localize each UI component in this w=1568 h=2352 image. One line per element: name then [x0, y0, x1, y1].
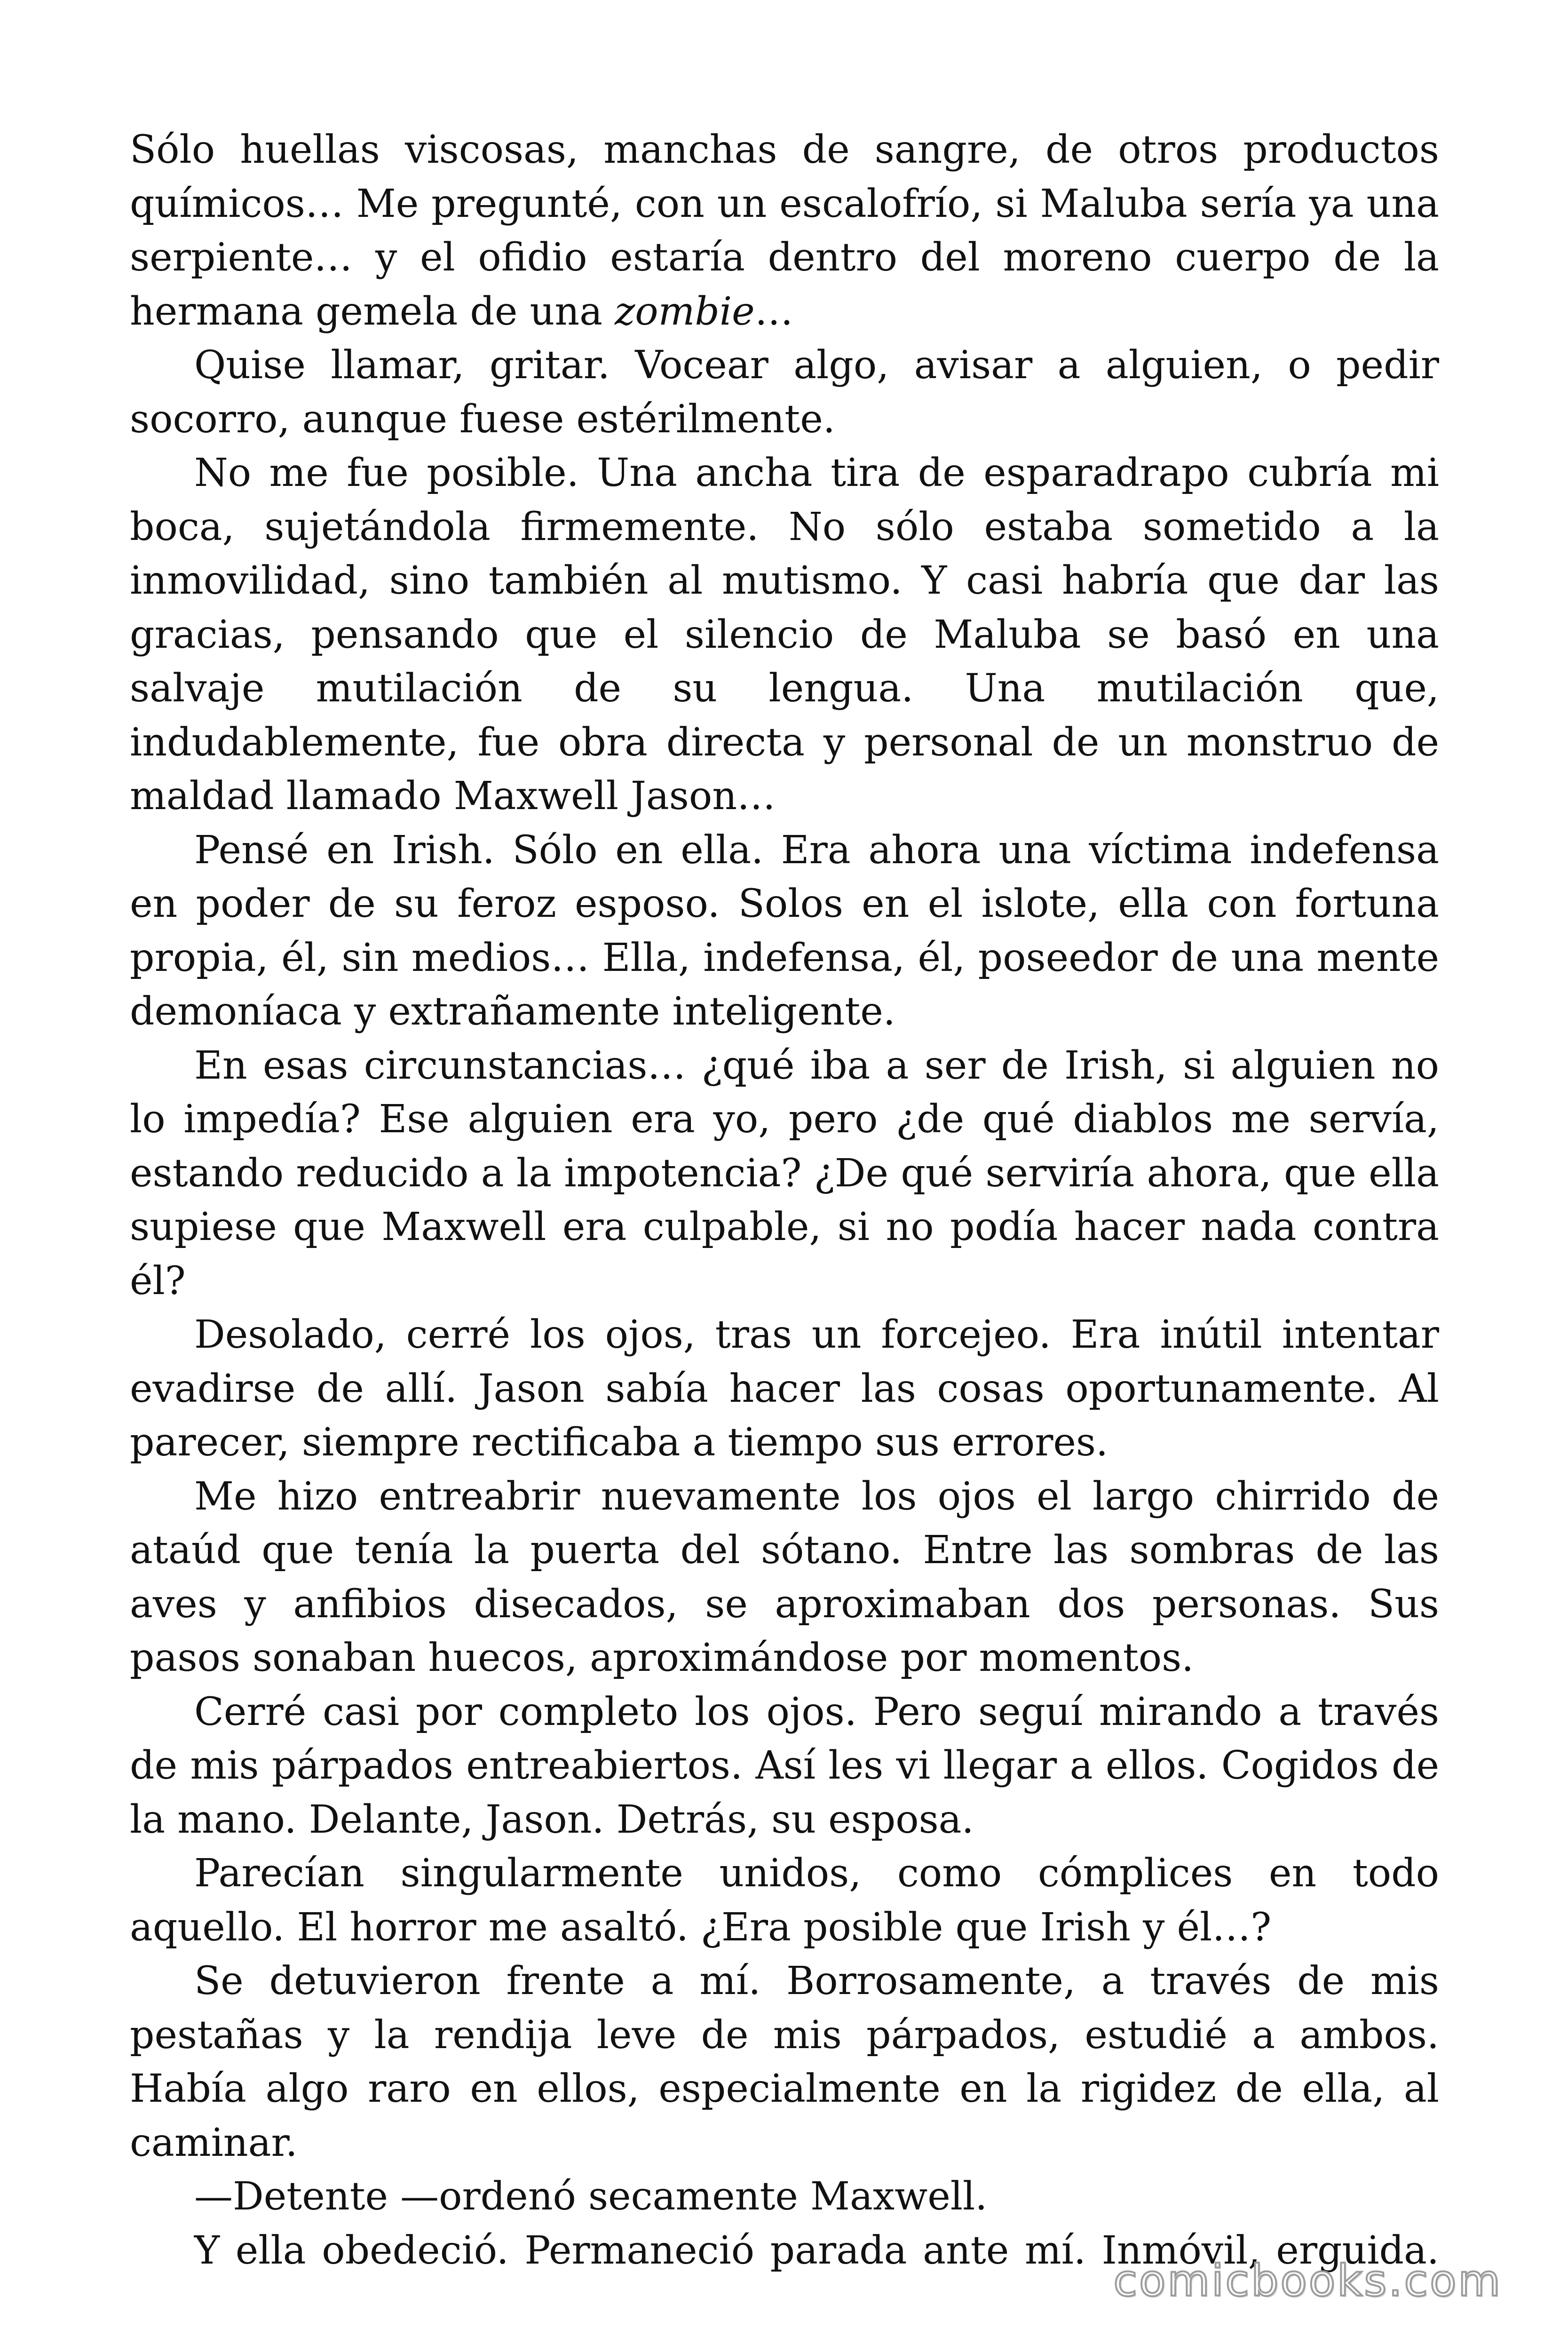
paragraph-9: Parecían singularmente unidos, como cómplices en todo aquello. El horror me asaltó. ¿Era posible que Irish y él…?	[130, 1851, 1439, 1950]
paragraph-11: —Detente —ordenó secamente Maxwell.	[194, 2174, 988, 2219]
paragraph-1-text: Sólo huellas viscosas, manchas de sangre, de otros productos químicos… Me pregunté, con un escalofrío, si Maluba sería ya una serpiente… y el ofidio estaría dentro del moreno cuerpo de la hermana gemela de una	[130, 127, 1439, 334]
paragraph-3: No me fue posible. Una ancha tira de esparadrapo cubría mi boca, sujetándola firmemente. No sólo estaba sometido a la inmovilidad, sino también al mutismo. Y casi habría que dar las gracias, pensando que el silencio de Maluba se basó en una salvaje mutilación de su lengua. Una mutilación que, indudablemente, fue obra directa y personal de un monstruo de maldad llamado Maxwell Jason…	[130, 451, 1439, 818]
paragraph-10: Se detuvieron frente a mí. Borrosamente, a través de mis pestañas y la rendija leve de mis párpados, estudié a ambos. Había algo raro en ellos, especialmente en la rigidez de ella, al caminar.	[130, 1959, 1439, 2165]
paragraph-8: Cerré casi por completo los ojos. Pero seguí mirando a través de mis párpados entreabiertos. Así les vi llegar a ellos. Cogidos de la mano. Delante, Jason. Detrás, su esposa.	[130, 1689, 1439, 1842]
watermark: comicbooks.com	[1113, 2256, 1502, 2306]
paragraph-1	[130, 123, 1439, 339]
paragraph-6: Desolado, cerré los ojos, tras un forcejeo. Era inútil intentar evadirse de allí. Jason sabía hacer las cosas oportunamente. Al parecer, siempre rectificaba a tiempo sus errores.	[130, 1312, 1439, 1465]
paragraph-12: Y ella obedeció. Permaneció parada ante mí. Inmóvil, erguida.	[194, 2228, 1439, 2273]
paragraph-1-ending: …	[754, 289, 793, 334]
paragraph-2: Quise llamar, gritar. Vocear algo, avisar a alguien, o pedir socorro, aunque fuese estérilmente.	[130, 343, 1439, 442]
body-text	[130, 123, 1439, 2278]
paragraph-4: Pensé en Irish. Sólo en ella. Era ahora una víctima indefensa en poder de su feroz esposo. Solos en el islote, ella con fortuna propia, él, sin medios… Ella, indefensa, él, poseedor de una mente demoníaca y extrañamente inteligente.	[130, 827, 1439, 1034]
paragraph-7: Me hizo entreabrir nuevamente los ojos el largo chirrido de ataúd que tenía la puerta del sótano. Entre las sombras de las aves y anfibios disecados, se aproximaban dos personas. Sus pasos sonaban huecos, aproximándose por momentos.	[130, 1474, 1439, 1680]
emphasis-zombie: zombie	[615, 289, 755, 334]
paragraph-5: En esas circunstancias… ¿qué iba a ser de Irish, si alguien no lo impedía? Ese alguien era yo, pero ¿de qué diablos me servía, estando reducido a la impotencia? ¿De qué serviría ahora, que ella supiese que Maxwell era culpable, si no podía hacer nada contra él?	[130, 1043, 1439, 1303]
